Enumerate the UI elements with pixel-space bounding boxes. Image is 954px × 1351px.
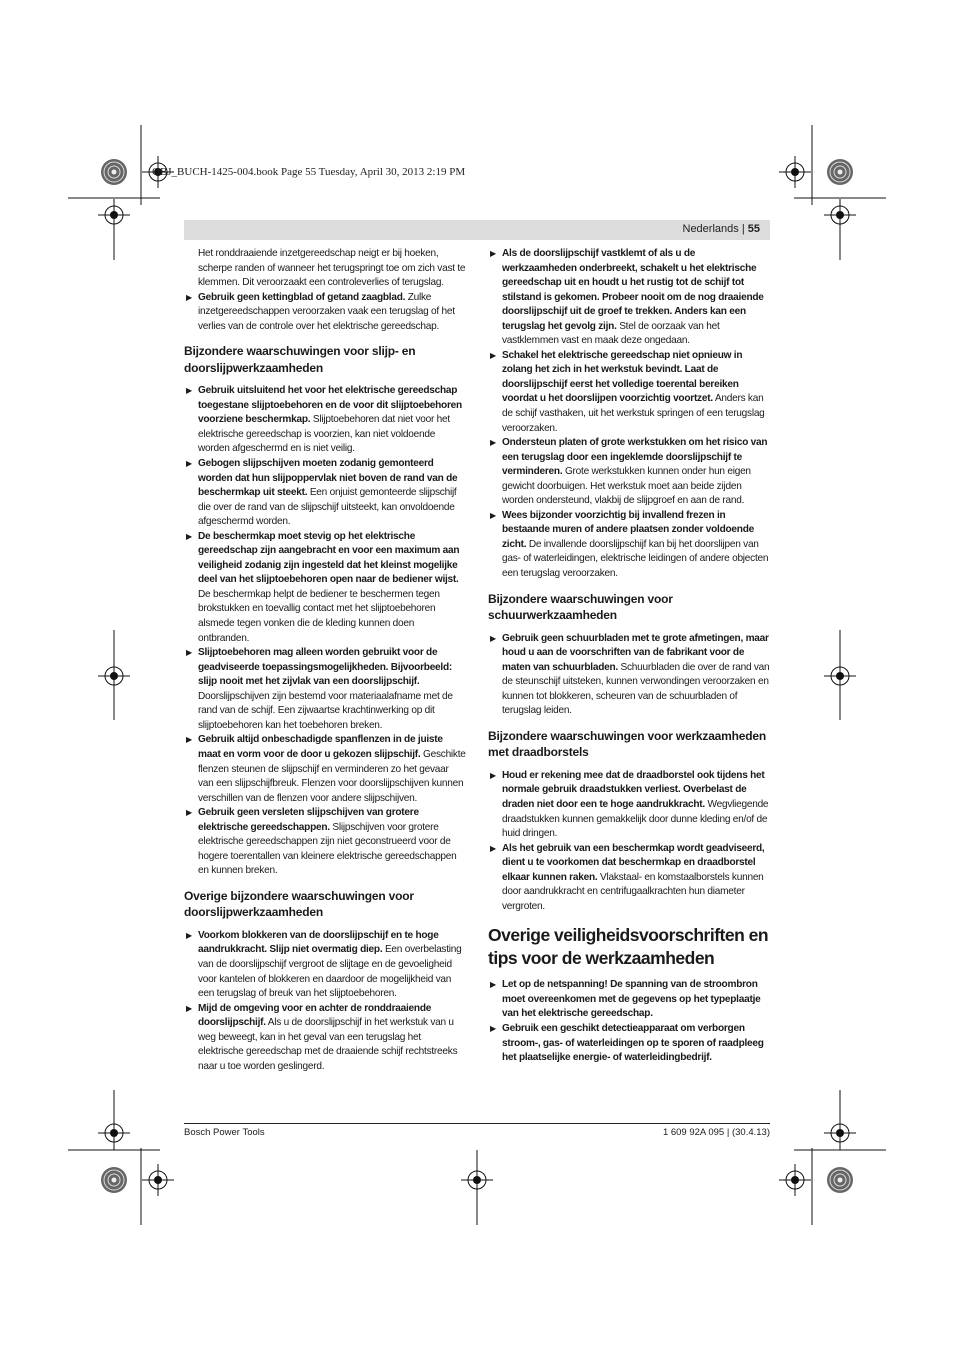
section3-list: [488, 632, 770, 719]
section-heading: Bijzondere waarschuwingen voor schuurwerkzaamheden: [488, 591, 673, 623]
section4-list: [488, 769, 770, 914]
section2-list: [184, 929, 466, 1074]
list-item: ▶ Houd er rekening mee dat de draadborstel ook tijdens het normale gebruik draadstukken verliest. Overbelast de draden niet door een te hoge aandrukkracht. Wegvliegende draadstukken kunnen gemakkelijk door dunne kleding en/of de huid dringen.: [490, 769, 769, 840]
crosshair-icon: [142, 1164, 174, 1196]
triangle-right-icon: ▶: [490, 980, 496, 990]
triangle-right-icon: ▶: [490, 633, 496, 643]
triangle-right-icon: ▶: [490, 770, 496, 780]
list-item: ▶ Voorkom blokkeren van de doorslijpschijf en te hoge aandrukkracht. Slijp niet overmatig diep. Een overbelasting van de doorslijpschijf vergroot de slijtage en de gevoeligheid voor kantelen of blokkeren en daardoor de mogelijkheid van een terugslag of breuk van het slijptoebehoren.: [186, 929, 462, 1000]
right-column: [488, 247, 770, 1066]
triangle-right-icon: ▶: [186, 459, 192, 469]
crosshair-icon: [779, 156, 811, 188]
continued-list: [488, 247, 770, 582]
list-item: ▶ Gebruik altijd onbeschadigde spanflenzen in de juiste maat en vorm voor de door u gekozen slijpschijf. Geschikte flenzen steunen de slijpschijf en verminderen zo het gevaar van een slijpschijfbreuk. Flenzen voor doorslijpschijven kunnen verschillen van de flenzen voor andere slijpschijven.: [186, 734, 466, 804]
section-heading: Bijzondere waarschuwingen voor werkzaamheden met draadborstels: [488, 728, 766, 760]
section1-list: [184, 384, 466, 879]
list-item: ▶ Ondersteun platen of grote werkstukken om het risico van een terugslag door een ingeklemde doorslijpschijf te verminderen. Grote werkstukken kunnen onder hun eigen gewicht doorbuigen. Het werkstuk moet aan beide zijden worden ondersteund, vlakbij de slijpgroef en aan de rand.: [490, 437, 768, 507]
header-separator: |: [741, 223, 745, 235]
triangle-right-icon: ▶: [186, 930, 192, 940]
list-item: ▶ Gebogen slijpschijven moeten zodanig gemonteerd worden dat hun slijpoppervlak niet boven de rand van de beschermkap uit steekt. Een onjuist gemonteerde slijpschijf die over de rand van de slijpschijf uitsteekt, kan onvoldoende afgeschermd worden.: [186, 458, 458, 528]
triangle-right-icon: ▶: [186, 292, 192, 302]
triangle-right-icon: ▶: [490, 438, 496, 448]
section-heading: Bijzondere waarschuwingen voor slijp- en doorslijpwerkzaamheden: [184, 344, 416, 375]
page-number: 55: [747, 223, 760, 235]
footer-brand: Bosch Power Tools: [184, 1127, 265, 1138]
list-item: ▶ Slijptoebehoren mag alleen worden gebruikt voor de geadviseerde toepassingsmogelijkheden. Bijvoorbeeld: slijp nooit met het zijvlak van een doorslijpschijf. Doorslijpschijven zijn bestemd voor materiaalafname met de rand van de schijf. Een zijwaartse krachtinwerking op dit slijptoebehoren kan het toebehoren breken.: [186, 647, 453, 731]
crosshair-icon: [779, 1164, 811, 1196]
list-item: ▶ Als de doorslijpschijf vastklemt of als u de werkzaamheden onderbreekt, schakelt u het elektrische gereedschap uit en houdt u het rustig tot de schijf tot stilstand is gekomen. Probeer nooit om de nog draaiende doorslijpschijf uit de groef te trekken. Anders kan een terugslag het gevolg zijn. Stel de oorzaak van het vastklemmen vast en maak deze ongedaan.: [490, 248, 764, 347]
triangle-right-icon: ▶: [186, 648, 192, 658]
radial-target-icon: [101, 1167, 127, 1193]
list-item: ▶ Gebruik uitsluitend het voor het elektrische gereedschap toegestane slijptoebehoren en de voor dit slijptoebehoren voorziene beschermkap. Slijptoebehoren dat niet voor het elektrische gereedschap is voorzien, kan niet voldoende worden afgeschermd en is niet veilig.: [186, 385, 462, 455]
main-list: [488, 978, 770, 1065]
list-item: ▶ Schakel het elektrische gereedschap niet opnieuw in zolang het zich in het werkstuk bevindt. Laat de doorslijpschijf eerst het volledige toerental bereiken voordat u het doorslijpen voorzichtig voortzet. Anders kan de schijf vasthaken, uit het werkstuk springen of een terugslag veroorzaken.: [490, 349, 765, 434]
triangle-right-icon: ▶: [490, 249, 496, 258]
list-item: ▶ Wees bijzonder voorzichtig bij invallend frezen in bestaande muren of andere plaatsen zonder voldoende zicht. De invallende doorslijpschijf kan bij het doorslijpen van gas- of waterleidingen, elektrische leidingen of andere objecten een terugslag veroorzaken.: [490, 509, 769, 580]
main-heading: Overige veiligheidsvoorschriften en tips voor de werkzaamheden: [488, 925, 769, 969]
list-item: ▶ De beschermkap moet stevig op het elektrische gereedschap zijn aangebracht en voor een maximum aan veiligheid zodanig zijn ingesteld dat het kleinst mogelijke deel van het slijptoebehoren open naar de bediener wijst. De beschermkap helpt de bediener te beschermen tegen brokstukken en toevallig contact met het slijptoebehoren alsmede tegen vonken die de kleding kunnen doen ontbranden.: [186, 530, 460, 644]
header-language: Nederlands: [682, 223, 739, 235]
triangle-right-icon: ▶: [186, 386, 192, 396]
triangle-right-icon: ▶: [490, 510, 496, 520]
list-item: ▶ Gebruik geen schuurbladen met te grote afmetingen, maar houd u aan de voorschriften van de fabrikant voor de maten van schuurbladen. Schuurbladen die over de rand van de steunschijf uitsteken, kunnen verwondingen veroorzaken en kunnen tot blokkeren, scheuren van de schuurbladen of terugslag leiden.: [490, 632, 770, 717]
left-column: [184, 247, 466, 1074]
triangle-right-icon: ▶: [186, 1003, 192, 1013]
footer-rule: [184, 1123, 770, 1124]
triangle-right-icon: ▶: [490, 1023, 496, 1033]
list-item: ▶ Gebruik geen versleten slijpschijven van grotere elektrische gereedschappen. Slijpschijven voor grotere elektrische gereedschappen zijn niet geconstrueerd voor de hogere toerentallen van kleinere elektrische gereedschappen en kunnen breken.: [186, 807, 457, 877]
radial-target-icon: [827, 159, 853, 185]
triangle-right-icon: ▶: [186, 531, 192, 541]
radial-target-icon: [101, 159, 127, 185]
list-item: ▶ Mijd de omgeving voor en achter de ronddraaiende doorslijpschijf. Als u de doorslijpschijf in het werkstuk van u weg beweegt, kan in het geval van een terugslag het elektrische gereedschap met de draaiende schijf rechtstreeks naar u toe worden geslingerd.: [186, 1002, 458, 1072]
triangle-right-icon: ▶: [186, 808, 192, 818]
list-item: ▶ Let op de netspanning! De spanning van de stroombron moet overeenkomen met de gegevens op het typeplaatje van het elektrische gereedschap.: [490, 979, 761, 1020]
page-header: [184, 220, 770, 240]
list-item: ▶ Als het gebruik van een beschermkap wordt geadviseerd, dient u te voorkomen dat beschermkap en draadborstel elkaar kunnen raken. Vlakstaal- en komstaalborstels kunnen door aandrukkracht en centrifugaalkrachten hun diameter vergroten.: [490, 842, 765, 912]
footer-code: 1 609 92A 095 | (30.4.13): [662, 1127, 770, 1138]
file-info: OBJ_BUCH-1425-004.book Page 55 Tuesday, April 30, 2013 2:19 PM: [152, 166, 466, 178]
radial-target-icon: [827, 1167, 853, 1193]
triangle-right-icon: ▶: [186, 735, 192, 745]
triangle-right-icon: ▶: [490, 843, 496, 853]
header-label: [683, 223, 761, 235]
list-item: ▶ Gebruik een geschikt detectieapparaat om verborgen stroom-, gas- of waterleidingen op te sporen of raadpleeg het plaatselijke energie- of waterleidingbedrijf.: [490, 1022, 764, 1064]
list-item: ▶ Gebruik geen kettingblad of getand zaagblad. Zulke inzetgereedschappen veroorzaken vaak een terugslag of het verlies van de controle over het elektrische gereedschap.: [186, 291, 455, 332]
intro-paragraph: Het ronddraaiende inzetgereedschap neigt er bij hoeken, scherpe randen of wanneer het terugspringt toe om zich vast te klemmen. Dit veroorzaakt een controleverlies of terugslag.: [198, 248, 466, 289]
triangle-right-icon: ▶: [490, 350, 496, 360]
section-heading: Overige bijzondere waarschuwingen voor doorslijpwerkzaamheden: [184, 888, 414, 920]
